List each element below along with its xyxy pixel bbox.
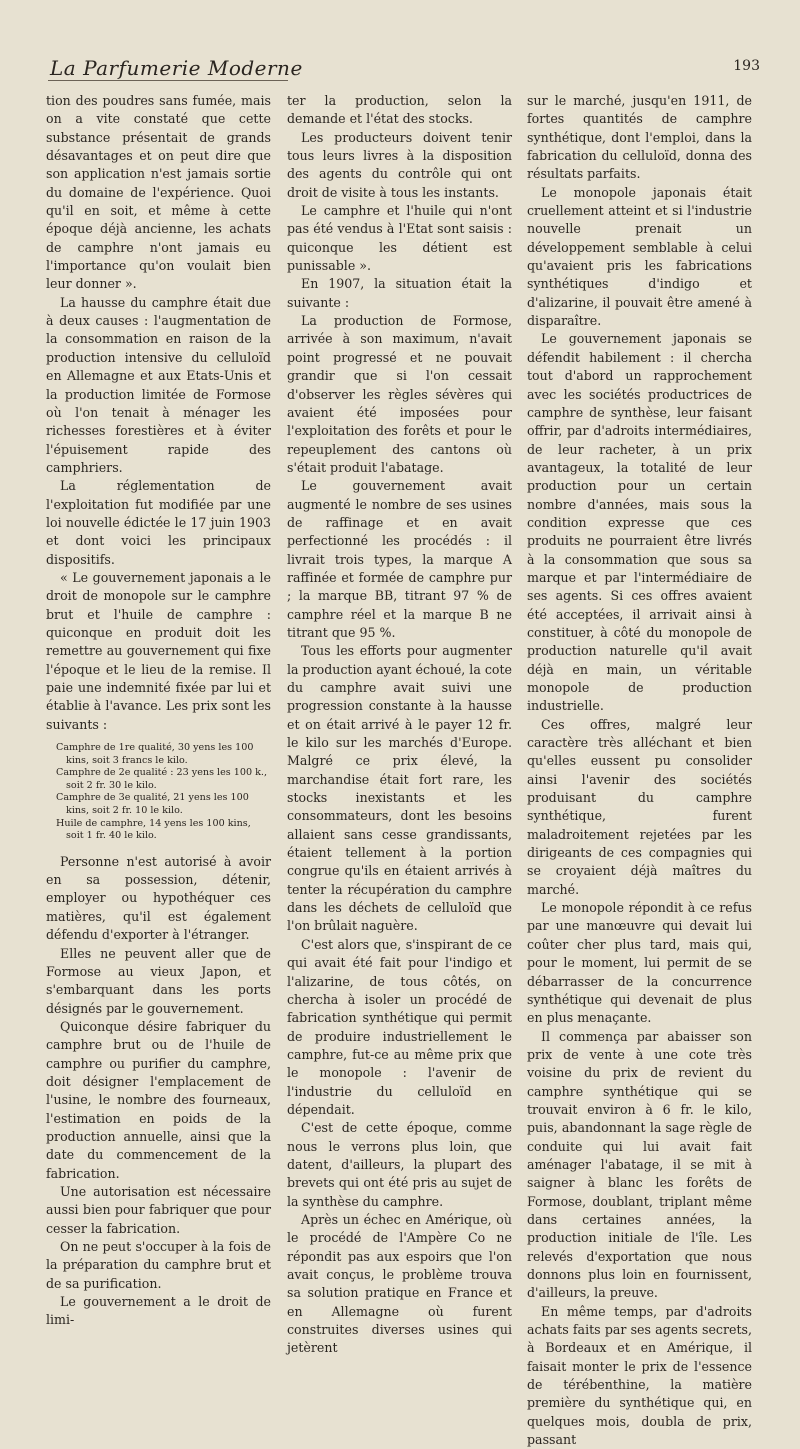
paragraph: Tous les efforts pour augmenter la production ayant échoué, la cote du camphre avait suivi une progression constante à la hausse et on était arrivé à le payer 12 fr. le kilo sur les marchés d'Europe. Malgré ce prix élevé, la marchandise était fort rare, les stocks inexistants et les consommateurs, dont les besoins allaient sans cesse grandissants, étaient tellement à la portion congrue qu'ils en étaient arrivés à tenter la récupération du camphre dans les déchets de celluloïd que l'on brûlait naguère. [287,643,512,934]
column-2 [287,92,512,1356]
paragraph: ter la production, selon la demande et l'état des stocks. [287,93,512,127]
paragraph: En 1907, la situation était la suivante : [287,276,512,310]
paragraph: On ne peut s'occuper à la fois de la préparation du camphre brut et de sa purification. [46,1239,271,1291]
paragraph: La réglementation de l'exploitation fut modifiée par une loi nouvelle édictée le 17 juin 1903 et dont voici les principaux dispositifs. [46,478,271,567]
page-number: 193 [733,58,760,74]
paragraph: Le camphre et l'huile qui n'ont pas été vendus à l'Etat sont saisis : quiconque les détient est punissable ». [287,203,512,274]
price-schedule-item: Camphre de 1re qualité, 30 yens les 100 kins, soit 3 francs le kilo. [56,742,254,766]
price-schedule-item: Camphre de 2e qualité : 23 yens les 100 k., soit 2 fr. 30 le kilo. [56,767,268,791]
paragraph: « Le gouvernement japonais a le droit de monopole sur le camphre brut et l'huile de camphre : quiconque en produit doit les remettre au gouvernement qui fixe l'époque et le lieu de la remise. Il paie une indemnité fixée par lui et établie à l'avance. Les prix sont les suivants : [46,569,271,732]
paragraph: tion des poudres sans fumée, mais on a vite constaté que cette substance présentait de grands désavantages et on peut dire que son application n'est jamais sortie du domaine de l'expérience. Quoi qu'il en soit, et même à cette époque déjà ancienne, les achats de camphre n'ont jamais eu l'importance qu'on voulait bien leur donner ». [46,93,271,292]
paragraph: La production de Formose, arrivée à son maximum, n'avait point progressé et ne pouvait grandir que si l'on cessait d'observer les règles sévères qui avaient été imposées pour l'exploitation des forêts et pour le repeuplement des cantons où s'était produit l'abatage. [287,313,512,475]
paragraph: Les producteurs doivent tenir tous leurs livres à la disposition des agents du contrôle qui ont droit de visite à tous les instants. [287,129,512,200]
paragraph: Le monopole répondit à ce refus par une manœuvre qui devait lui coûter cher plus tard, mais qui, pour le moment, lui permit de se débarrasser de la concurrence synthétique qui devenait de plus en plus menaçante. [527,900,752,1026]
column-1 [46,92,271,1328]
paragraph: Le gouvernement avait augmenté le nombre de ses usines de raffinage et en avait perfectionné les procédés : il livrait trois types, la marque A raffinée et formée de camphre pur ; la marque BB, titrant 97 % de camphre réel et la marque B ne titrant que 95 %. [287,478,512,640]
paragraph: sur le marché, jusqu'en 1911, de fortes quantités de camphre synthétique, dont l'emploi, dans la fabrication du celluloïd, donna des résultats parfaits. [527,93,752,182]
paragraph: Le monopole japonais était cruellement atteint et si l'industrie nouvelle prenait un développement semblable à celui qu'avaient pris les fabrications synthétiques d'indigo et d'alizarine, il pouvait être amené à disparaître. [527,184,752,329]
paragraph: C'est alors que, s'inspirant de ce qui avait été fait pour l'indigo et l'alizarine, de tous côtés, on chercha à isoler un procédé de fabrication synthétique qui permit de produire industriellement le camphre, fut-ce au même prix que le monopole : l'avenir de l'industrie du celluloïd en dépendait. [287,936,512,1117]
paragraph: Le gouvernement japonais se défendit habilement : il chercha tout d'abord un rapprochement avec les sociétés productrices de camphre de synthèse, leur faisant offrir, par d'adroits intermédiaires, de leur racheter, à un prix avantageux, la totalité de leur production pour un certain nombre d'années, mais sous la condition expresse que ces produits ne pourraient être livrés à la consommation que sous sa marque et par l'intermédiaire de ses agents. Si ces offres avaient été acceptées, il arrivait ainsi à constituer, à côté du monopole de production naturelle qu'il avait déjà en main, un véritable monopole de production industrielle. [527,331,752,714]
price-schedule-item: Huile de camphre, 14 yens les 100 kins, soit 1 fr. 40 le kilo. [56,817,251,842]
paragraph: Après un échec en Amérique, où le procédé de l'Ampère Co ne répondit pas aux espoirs que l'on avait conçus, le problème trouva sa solution pratique en France et en Allemagne où furent construites diverses usines qui jetèrent [287,1211,512,1356]
paragraph: Ces offres, malgré leur caractère très alléchant et bien qu'elles eussent pu consolider ainsi l'avenir des sociétés produisant du camphre synthétique, furent maladroitement rejetées par les dirigeants de ces compagnies qui se croyaient déjà maîtres du marché. [527,716,752,897]
journal-title: La Parfumerie Moderne [50,56,303,80]
paragraph: Elles ne peuvent aller que de Formose au vieux Japon, et s'embarquant dans les ports désignés par le gouvernement. [46,945,271,1016]
paragraph: La hausse du camphre était due à deux causes : l'augmentation de la consommation en raison de la production intensive du celluloïd en Allemagne et aux Etats-Unis et la production limitée de Formose où l'on tenait à ménager les richesses forestières et à éviter l'épuisement rapide des camphriers. [46,294,271,475]
paragraph: Quiconque désire fabriquer du camphre brut ou de l'huile de camphre ou purifier du camphre, doit désigner l'emplacement de l'usine, le nombre des fourneaux, l'estimation en poids de la production annuelle, ainsi que la date du commencement de la fabrication. [46,1018,271,1181]
column-3 [527,92,752,1448]
paragraph: Il commença par abaisser son prix de vente à une cote très voisine du prix de revient du camphre synthétique qui se trouvait environ à 6 fr. le kilo, puis, abandonnant la sage règle de conduite qui lui avait fait aménager l'abatage, il se mit à saigner à blanc les forêts de Formose, doublant, triplant même dans certaines années, la production initiale de l'île. Les relevés d'exportation que nous donnons plus loin en fournissent, d'ailleurs, la preuve. [527,1028,752,1301]
page-header [44,56,764,84]
paragraph: Une autorisation est nécessaire aussi bien pour fabriquer que pour cesser la fabrication. [46,1183,271,1236]
paragraph: Le gouvernement a le droit de limi- [46,1294,271,1328]
price-schedule [56,742,271,843]
price-schedule-item: Camphre de 3e qualité, 21 yens les 100 kins, soit 2 fr. 10 le kilo. [56,792,249,816]
paragraph: Personne n'est autorisé à avoir en sa possession, détenir, employer ou hypothéquer ces matières, qu'il est également défendu d'exporter à l'étranger. [46,853,271,943]
header-rule [48,80,288,81]
paragraph: En même temps, par d'adroits achats faits par ses agents secrets, à Bordeaux et en Amérique, il faisait monter le prix de l'essence de térébenthine, la matière première du synthétique qui, en quelques mois, doubla de prix, passant [527,1303,752,1448]
paragraph: C'est de cette époque, comme nous le verrons plus loin, que datent, d'ailleurs, la plupart des brevets qui ont été pris au sujet de la synthèse du camphre. [287,1120,512,1209]
